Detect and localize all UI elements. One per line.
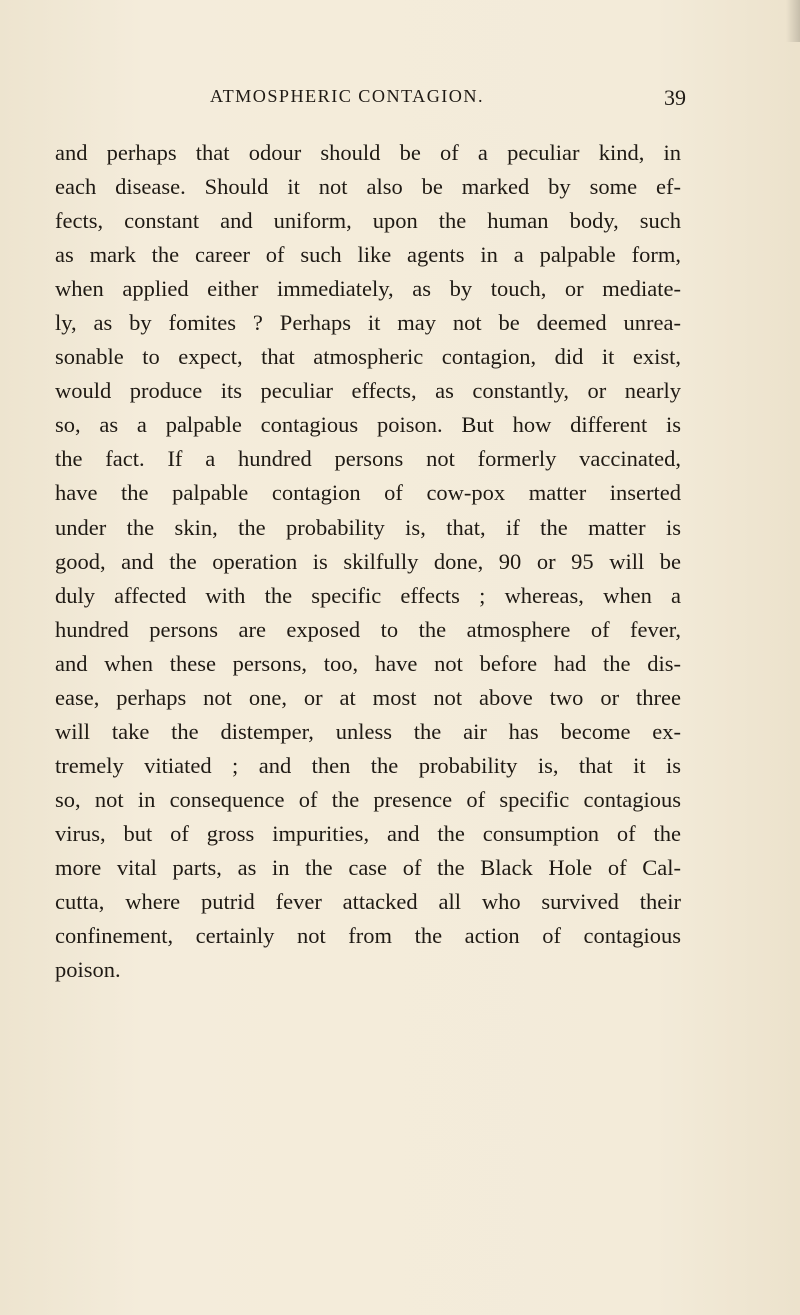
text-line: have the palpable contagion of cow-pox matter inserted	[55, 480, 681, 506]
text-line: as mark the career of such like agents in a palpable form,	[55, 242, 681, 268]
text-line: ease, perhaps not one, or at most not above two or three	[55, 684, 681, 710]
text-line: confinement, certainly not from the action of contagious	[55, 923, 681, 949]
text-line: tremely vitiated ; and then the probability is, that it is	[55, 752, 681, 778]
text-line: good, and the operation is skilfully done, 90 or 95 will be	[55, 548, 681, 574]
text-line: so, as a palpable contagious poison. But how different is	[55, 412, 681, 438]
page-header	[0, 86, 800, 116]
text-line: cutta, where putrid fever attacked all who survived their	[55, 889, 681, 915]
text-line: sonable to expect, that atmospheric contagion, did it exist,	[55, 344, 681, 370]
text-line: would produce its peculiar effects, as constantly, or nearly	[55, 378, 681, 404]
text-line: poison.	[55, 957, 121, 983]
text-line: virus, but of gross impurities, and the consumption of the	[55, 820, 681, 846]
text-line: hundred persons are exposed to the atmosphere of fever,	[55, 616, 681, 642]
running-title: ATMOSPHERIC CONTAGION.	[210, 86, 484, 106]
text-line: the fact. If a hundred persons not formerly vaccinated,	[55, 446, 681, 472]
text-line: so, not in consequence of the presence of specific contagious	[55, 786, 681, 812]
page-edge-shadow	[786, 0, 800, 42]
text-line: when applied either immediately, as by touch, or mediate-	[55, 276, 681, 302]
page-number: 39	[664, 85, 686, 110]
text-line: will take the distemper, unless the air has become ex-	[55, 718, 681, 744]
body-text	[55, 136, 681, 987]
text-line: and perhaps that odour should be of a peculiar kind, in	[55, 140, 681, 165]
text-line: more vital parts, as in the case of the Black Hole of Cal-	[55, 854, 681, 880]
text-line: duly affected with the specific effects ; whereas, when a	[55, 582, 681, 608]
text-line: fects, constant and uniform, upon the human body, such	[55, 208, 681, 234]
text-line: each disease. Should it not also be marked by some ef-	[55, 174, 681, 200]
text-line: ly, as by fomites ? Perhaps it may not be deemed unrea-	[55, 310, 681, 336]
text-line: and when these persons, too, have not before had the dis-	[55, 650, 681, 676]
text-line: under the skin, the probability is, that, if the matter is	[55, 514, 681, 540]
